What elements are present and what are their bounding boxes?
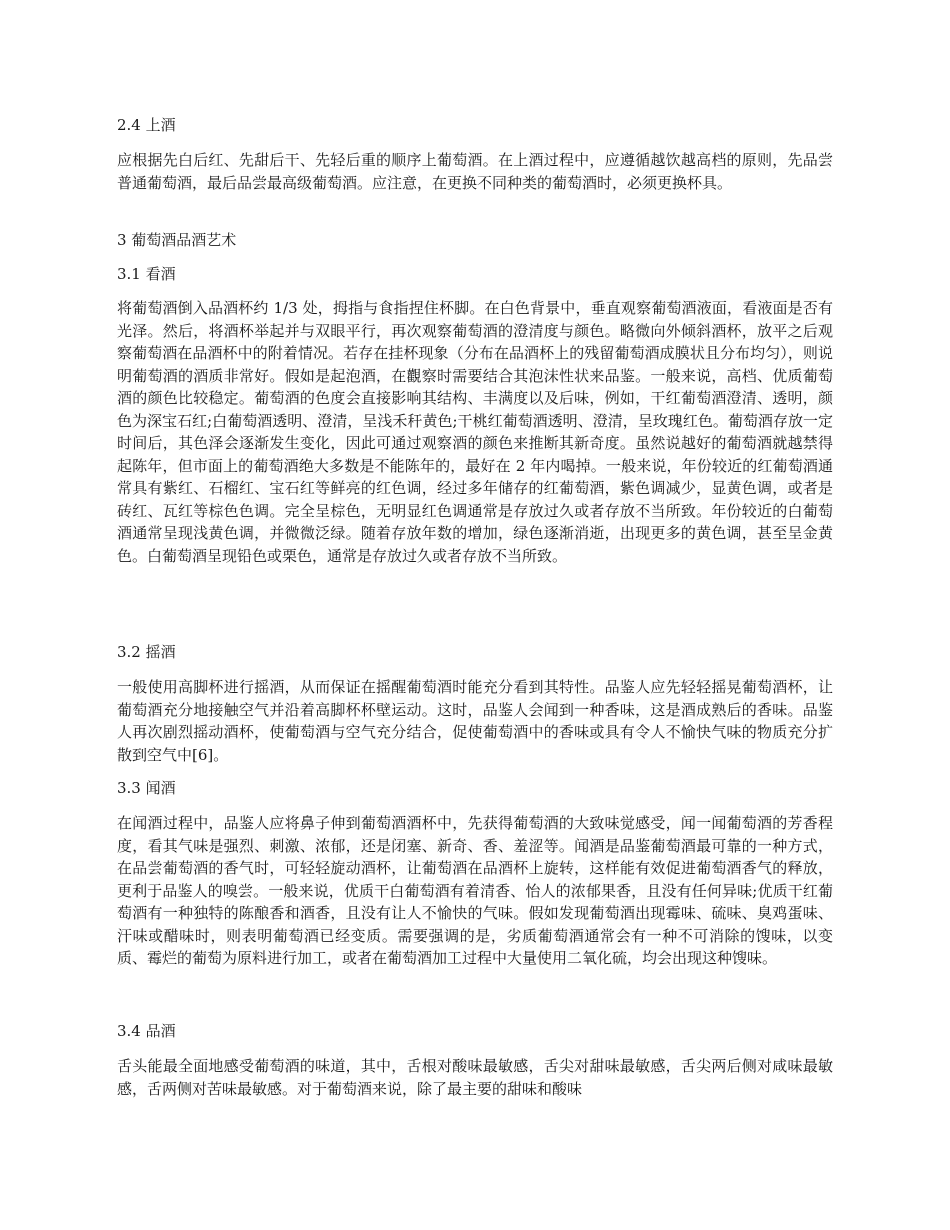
- section-heading-3-1: 3.1 看酒: [117, 265, 176, 283]
- section-heading-3: 3 葡萄酒品酒艺术: [117, 231, 237, 249]
- section-heading-3-2: 3.2 摇酒: [117, 643, 176, 661]
- section-heading-2-4: 2.4 上酒: [117, 116, 176, 134]
- section-paragraph-2-4: 应根据先白后红、先甜后干、先轻后重的顺序上葡萄酒。在上酒过程中，应遵循越饮越高档的原则，先品尝普通葡萄酒，最后品尝最高级葡萄酒。应注意，在更换不同种类的葡萄酒时，必须更换杯具。: [117, 151, 833, 192]
- section-heading-3-4: 3.4 品酒: [117, 1022, 176, 1040]
- section-heading-3-3: 3.3 闻酒: [117, 779, 176, 797]
- section-paragraph-3-4: 舌头能最全面地感受葡萄酒的味道，其中，舌根对酸味最敏感，舌尖对甜味最敏感，舌尖两后侧对咸味最敏感，舌两侧对苦味最敏感。对于葡萄酒来说，除了最主要的甜味和酸味: [117, 1057, 833, 1098]
- section-paragraph-3-1: 将葡萄酒倒入品酒杯约 1/3 处，拇指与食指捏住杯脚。在白色背景中，垂直观察葡萄酒液面，看液面是否有光泽。然后，将酒杯举起并与双眼平行，再次观察葡萄酒的澄清度与颜色。略微向外倾斜酒杯，放平之后观察葡萄酒在品酒杯中的附着情况。若存在挂杯现象（分布在品酒杯上的残留葡萄酒成膜状且分布均匀），则说明葡萄酒的酒质非常好。假如是起泡酒，在觀察时需要结合其泡沫性状来品鉴。一般来说，高档、优质葡萄酒的颜色比较稳定。葡萄酒的色度会直接影响其结构、丰满度以及后味，例如，干红葡萄酒澄清、透明，颜色为深宝石红;白葡萄酒透明、澄清，呈浅禾秆黄色;干桃红葡萄酒透明、澄清，呈玫瑰红色。葡萄酒存放一定时间后，其色泽会逐渐发生变化，因此可通过观察酒的颜色来推断其新奇度。虽然说越好的葡萄酒就越禁得起陈年，但市面上的葡萄酒绝大多数是不能陈年的，最好在 2 年内喝掉。一般来说，年份较近的红葡萄酒通常具有紫红、石榴红、宝石红等鲜亮的红色调，经过多年储存的红葡萄酒，紫色调减少，显黄色调，或者是砖红、瓦红等棕色色调。完全呈棕色，无明显红色调通常是存放过久或者存放不当所致。年份较近的白葡萄酒通常呈现浅黄色调，并微微泛绿。随着存放年数的增加，绿色逐渐消逝，出现更多的黄色调，甚至呈金黄色。白葡萄酒呈现铅色或栗色，通常是存放过久或者存放不当所致。: [117, 299, 833, 565]
- section-paragraph-3-3: 在闻酒过程中，品鉴人应将鼻子伸到葡萄酒酒杯中，先获得葡萄酒的大致味觉感受，闻一闻葡萄酒的芳香程度，看其气味是强烈、刺激、浓郁，还是闭塞、新奇、香、羞涩等。闻酒是品鉴葡萄酒最可靠的一种方式，在品尝葡萄酒的香气时，可轻轻旋动酒杯，让葡萄酒在品酒杯上旋转，这样能有效促进葡萄酒香气的释放，更利于品鉴人的嗅尝。一般来说，优质干白葡萄酒有着清香、怡人的浓郁果香，且没有任何异味;优质干红葡萄酒有一种独特的陈酿香和酒香，且没有让人不愉快的气味。假如发现葡萄酒出现霉味、硫味、臭鸡蛋味、汗味或醋味时，则表明葡萄酒已经变质。需要强调的是，劣质葡萄酒通常会有一种不可消除的馊味，以变质、霉烂的葡萄为原料进行加工，或者在葡萄酒加工过程中大量使用二氧化硫，均会出现这种馊味。: [117, 814, 833, 967]
- section-paragraph-3-2: 一般使用高脚杯进行摇酒，从而保证在摇醒葡萄酒时能充分看到其特性。品鉴人应先轻轻摇晃葡萄酒杯，让葡萄酒充分地接触空气并沿着高脚杯杯壁运动。这时，品鉴人会闻到一种香味，这是酒成熟后的香味。品鉴人再次剧烈摇动酒杯，使葡萄酒与空气充分结合，促使葡萄酒中的香味或具有令人不愉快气味的物质充分扩散到空气中[6]。: [117, 678, 833, 764]
